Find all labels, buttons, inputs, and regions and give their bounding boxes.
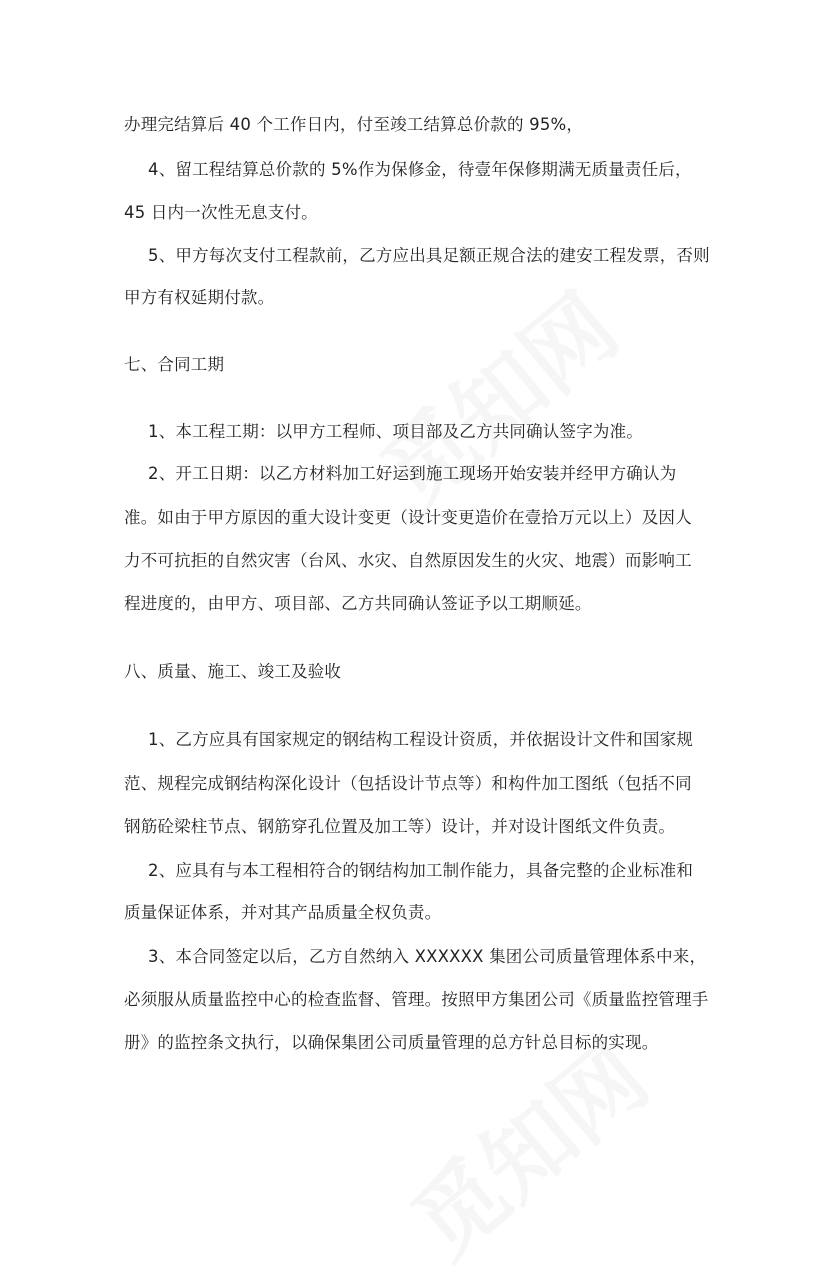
paragraph-line: 准。如由于甲方原因的重大设计变更（设计变更造价在壹拾万元以上）及因人 <box>124 508 692 527</box>
paragraph-line: 册》的监控条文执行，以确保集团公司质量管理的总方针总目标的实现。 <box>124 1033 659 1052</box>
clause-7-2: 2、开工日期：以乙方材料加工好运到施工现场开始安装并经甲方确认为 <box>148 464 677 483</box>
paragraph-line: 钢筋砼梁柱节点、钢筋穿孔位置及加工等）设计，并对设计图纸文件负责。 <box>124 817 676 836</box>
paragraph-line: 45 日内一次性无息支付。 <box>124 203 318 222</box>
paragraph-line: 必须服从质量监控中心的检查监督、管理。按照甲方集团公司《质量监控管理手 <box>124 990 709 1009</box>
paragraph-line: 甲方有权延期付款。 <box>124 288 275 307</box>
paragraph-line: 质量保证体系，并对其产品质量全权负责。 <box>124 903 442 922</box>
clause-7-1: 1、本工程工期：以甲方工程师、项目部及乙方共同确认签字为准。 <box>148 422 643 441</box>
clause-5: 5、甲方每次支付工程款前，乙方应出具足额正规合法的建安工程发票，否则 <box>148 246 710 265</box>
clause-8-1: 1、乙方应具有国家规定的钢结构工程设计资质，并依据设计文件和国家规 <box>148 730 694 749</box>
paragraph-line: 范、规程完成钢结构深化设计（包括设计节点等）和构件加工图纸（包括不同 <box>124 774 692 793</box>
watermark <box>350 258 640 531</box>
section-heading-8: 八、质量、施工、竣工及验收 <box>124 662 342 681</box>
section-heading-7: 七、合同工期 <box>124 355 225 374</box>
clause-8-2: 2、应具有与本工程相符合的钢结构加工制作能力，具备完整的企业标准和 <box>148 861 694 880</box>
clause-8-3: 3、本合同签定以后，乙方自然纳入 XXXXXX 集团公司质量管理体系中来， <box>148 947 707 966</box>
clause-4: 4、留工程结算总价款的 5%作为保修金，待壹年保修期满无质量责任后， <box>148 160 692 179</box>
paragraph-line: 力不可抗拒的自然灾害（台风、水灾、自然原因发生的火灾、地震）而影响工 <box>124 551 692 570</box>
paragraph-line: 程进度的，由甲方、项目部、乙方共同确认签证予以工期顺延。 <box>124 594 592 613</box>
paragraph-line: 办理完结算后 40 个工作日内，付至竣工结算总价款的 95%， <box>124 115 584 134</box>
